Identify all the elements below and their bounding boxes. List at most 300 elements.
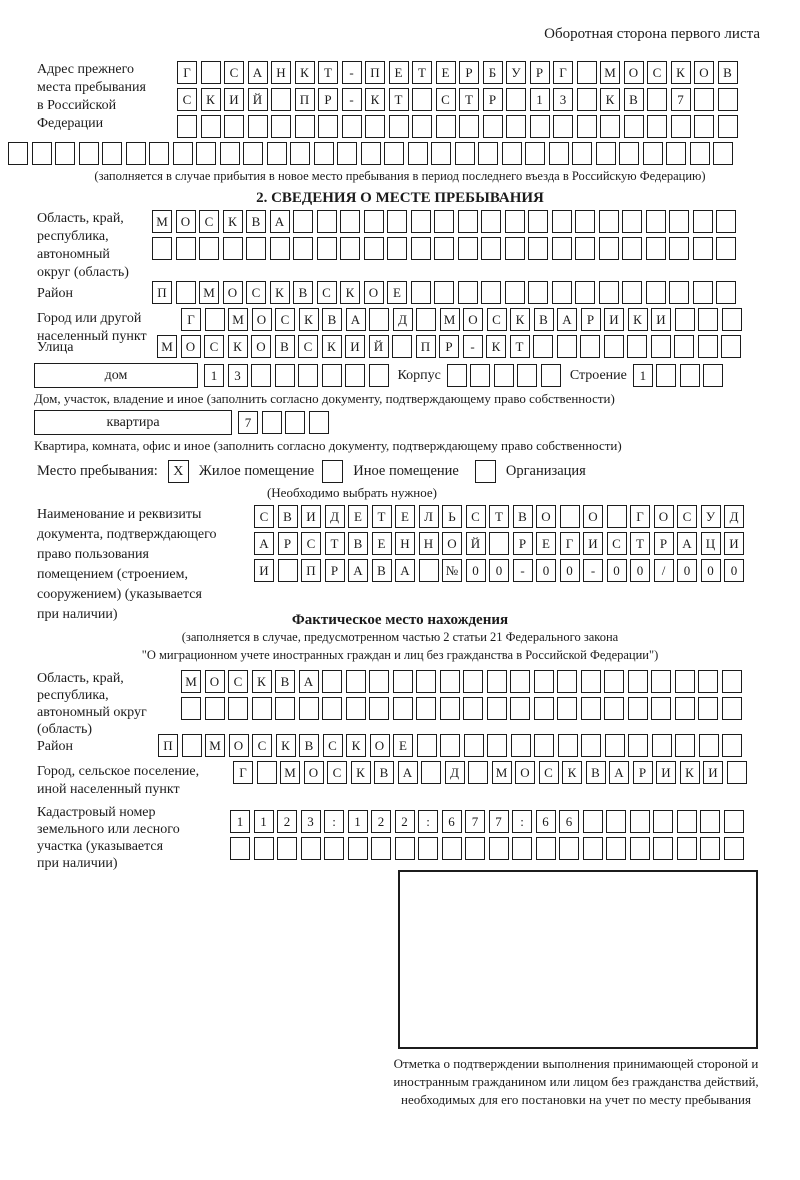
char-cell-filled[interactable]: М xyxy=(600,61,620,84)
char-cell-filled[interactable]: 0 xyxy=(536,559,556,582)
char-cell-filled[interactable]: С xyxy=(323,734,343,757)
char-cell-empty[interactable] xyxy=(257,761,277,784)
char-cell-empty[interactable] xyxy=(251,364,271,387)
char-cell-filled[interactable]: Г xyxy=(553,61,573,84)
char-cell-filled[interactable]: М xyxy=(492,761,512,784)
char-cell-filled[interactable]: М xyxy=(157,335,177,358)
char-cell-filled[interactable]: 0 xyxy=(489,559,509,582)
char-cell-empty[interactable] xyxy=(653,837,673,860)
char-cell-empty[interactable] xyxy=(418,837,438,860)
char-cell-empty[interactable] xyxy=(580,335,600,358)
char-cell-filled[interactable]: Н xyxy=(271,61,291,84)
char-cell-filled[interactable]: 3 xyxy=(553,88,573,111)
char-cell-filled[interactable]: М xyxy=(440,308,460,331)
char-cell-empty[interactable] xyxy=(693,281,713,304)
char-cell-empty[interactable] xyxy=(32,142,52,165)
char-cell-filled[interactable]: О xyxy=(252,308,272,331)
char-cell-empty[interactable] xyxy=(530,115,550,138)
char-cell-filled[interactable]: У xyxy=(506,61,526,84)
char-cell-empty[interactable] xyxy=(369,308,389,331)
char-cell-empty[interactable] xyxy=(651,670,671,693)
char-cell-filled[interactable]: 0 xyxy=(630,559,650,582)
char-cell-filled[interactable]: А xyxy=(348,559,368,582)
char-cell-empty[interactable] xyxy=(724,837,744,860)
char-cell-empty[interactable] xyxy=(392,335,412,358)
char-cell-filled[interactable]: И xyxy=(345,335,365,358)
char-cell-empty[interactable] xyxy=(604,670,624,693)
char-cell-filled[interactable]: Т xyxy=(318,61,338,84)
char-cell-empty[interactable] xyxy=(431,142,451,165)
char-cell-empty[interactable] xyxy=(577,88,597,111)
char-cell-filled[interactable]: М xyxy=(205,734,225,757)
char-cell-empty[interactable] xyxy=(622,210,642,233)
char-cell-filled[interactable]: Г xyxy=(177,61,197,84)
char-cell-filled[interactable]: В xyxy=(718,61,738,84)
char-cell-filled[interactable]: И xyxy=(703,761,723,784)
char-cell-filled[interactable]: В xyxy=(299,734,319,757)
char-cell-empty[interactable] xyxy=(722,308,742,331)
char-cell-empty[interactable] xyxy=(324,837,344,860)
char-cell-filled[interactable]: Р xyxy=(513,532,533,555)
char-cell-empty[interactable] xyxy=(675,734,695,757)
char-cell-empty[interactable] xyxy=(487,697,507,720)
char-cell-filled[interactable]: Ь xyxy=(442,505,462,528)
char-cell-empty[interactable] xyxy=(309,411,329,434)
char-cell-empty[interactable] xyxy=(646,281,666,304)
char-cell-filled[interactable]: Т xyxy=(510,335,530,358)
char-cell-empty[interactable] xyxy=(505,210,525,233)
char-cell-empty[interactable] xyxy=(716,237,736,260)
char-cell-filled[interactable]: С xyxy=(607,532,627,555)
char-cell-empty[interactable] xyxy=(248,115,268,138)
char-cell-filled[interactable]: Р xyxy=(633,761,653,784)
char-cell-filled[interactable]: Р xyxy=(439,335,459,358)
char-cell-filled[interactable]: О xyxy=(176,210,196,233)
char-cell-empty[interactable] xyxy=(290,142,310,165)
char-cell-filled[interactable]: К xyxy=(252,670,272,693)
char-cell-filled[interactable]: К xyxy=(351,761,371,784)
char-cell-empty[interactable] xyxy=(416,308,436,331)
char-cell-empty[interactable] xyxy=(653,810,673,833)
char-cell-empty[interactable] xyxy=(510,670,530,693)
char-cell-filled[interactable]: К xyxy=(346,734,366,757)
char-cell-filled[interactable]: В xyxy=(513,505,533,528)
char-cell-empty[interactable] xyxy=(669,210,689,233)
char-cell-empty[interactable] xyxy=(606,810,626,833)
char-cell-filled[interactable]: К xyxy=(562,761,582,784)
char-cell-filled[interactable]: О xyxy=(694,61,714,84)
char-cell-empty[interactable] xyxy=(698,697,718,720)
char-cell-filled[interactable]: А xyxy=(677,532,697,555)
char-cell-filled[interactable]: М xyxy=(181,670,201,693)
char-cell-filled[interactable]: В xyxy=(534,308,554,331)
char-cell-empty[interactable] xyxy=(698,670,718,693)
char-cell-empty[interactable] xyxy=(693,237,713,260)
char-cell-empty[interactable] xyxy=(369,670,389,693)
char-cell-filled[interactable]: С xyxy=(647,61,667,84)
char-cell-empty[interactable] xyxy=(533,335,553,358)
char-cell-filled[interactable]: Т xyxy=(489,505,509,528)
char-cell-filled[interactable]: С xyxy=(327,761,347,784)
char-cell-filled[interactable]: П xyxy=(158,734,178,757)
char-cell-empty[interactable] xyxy=(703,364,723,387)
char-cell-empty[interactable] xyxy=(581,734,601,757)
char-cell-empty[interactable] xyxy=(699,734,719,757)
char-cell-empty[interactable] xyxy=(713,142,733,165)
char-cell-empty[interactable] xyxy=(299,697,319,720)
char-cell-empty[interactable] xyxy=(176,237,196,260)
char-cell-filled[interactable]: К xyxy=(276,734,296,757)
char-cell-empty[interactable] xyxy=(557,697,577,720)
char-cell-filled[interactable]: - xyxy=(342,61,362,84)
char-cell-filled[interactable]: П xyxy=(416,335,436,358)
char-cell-empty[interactable] xyxy=(541,364,561,387)
char-cell-filled[interactable]: 7 xyxy=(671,88,691,111)
char-cell-filled[interactable]: С xyxy=(204,335,224,358)
char-cell-empty[interactable] xyxy=(364,210,384,233)
char-cell-filled[interactable]: И xyxy=(224,88,244,111)
char-cell-empty[interactable] xyxy=(669,281,689,304)
char-cell-empty[interactable] xyxy=(434,210,454,233)
char-cell-filled[interactable]: М xyxy=(152,210,172,233)
char-cell-filled[interactable]: Д xyxy=(325,505,345,528)
char-cell-empty[interactable] xyxy=(552,210,572,233)
char-cell-empty[interactable] xyxy=(411,210,431,233)
char-cell-filled[interactable]: О xyxy=(515,761,535,784)
char-cell-empty[interactable] xyxy=(528,237,548,260)
char-cell-empty[interactable] xyxy=(468,761,488,784)
char-cell-empty[interactable] xyxy=(440,670,460,693)
char-cell-filled[interactable]: И xyxy=(583,532,603,555)
char-cell-filled[interactable]: 1 xyxy=(230,810,250,833)
char-cell-empty[interactable] xyxy=(440,734,460,757)
char-cell-filled[interactable]: Д xyxy=(445,761,465,784)
char-cell-filled[interactable]: Г xyxy=(560,532,580,555)
char-cell-filled[interactable]: В xyxy=(322,308,342,331)
char-cell-empty[interactable] xyxy=(434,237,454,260)
char-cell-filled[interactable]: Е xyxy=(348,505,368,528)
char-cell-filled[interactable]: 0 xyxy=(560,559,580,582)
char-cell-empty[interactable] xyxy=(604,697,624,720)
char-cell-empty[interactable] xyxy=(317,210,337,233)
char-cell-filled[interactable]: Р xyxy=(325,559,345,582)
char-cell-filled[interactable]: - xyxy=(463,335,483,358)
char-cell-empty[interactable] xyxy=(596,142,616,165)
char-cell-empty[interactable] xyxy=(267,142,287,165)
char-cell-filled[interactable]: О xyxy=(654,505,674,528)
char-cell-empty[interactable] xyxy=(387,237,407,260)
char-cell-empty[interactable] xyxy=(318,115,338,138)
char-cell-empty[interactable] xyxy=(553,115,573,138)
char-cell-empty[interactable] xyxy=(651,335,671,358)
char-cell-empty[interactable] xyxy=(243,142,263,165)
char-cell-empty[interactable] xyxy=(384,142,404,165)
char-cell-empty[interactable] xyxy=(411,237,431,260)
char-cell-empty[interactable] xyxy=(575,210,595,233)
char-cell-filled[interactable]: 0 xyxy=(607,559,627,582)
char-cell-filled[interactable]: № xyxy=(442,559,462,582)
char-cell-empty[interactable] xyxy=(680,364,700,387)
checkbox-zhiloe-pomeshenie[interactable]: X xyxy=(168,460,189,483)
char-cell-filled[interactable]: Р xyxy=(483,88,503,111)
char-cell-empty[interactable] xyxy=(511,734,531,757)
char-cell-empty[interactable] xyxy=(314,142,334,165)
char-cell-filled[interactable]: Т xyxy=(389,88,409,111)
char-cell-filled[interactable]: В xyxy=(275,670,295,693)
char-cell-filled[interactable]: : xyxy=(324,810,344,833)
char-cell-empty[interactable] xyxy=(619,142,639,165)
char-cell-empty[interactable] xyxy=(201,61,221,84)
char-cell-filled[interactable]: 0 xyxy=(466,559,486,582)
char-cell-filled[interactable]: И xyxy=(651,308,671,331)
char-cell-empty[interactable] xyxy=(369,697,389,720)
char-cell-empty[interactable] xyxy=(694,88,714,111)
char-cell-empty[interactable] xyxy=(254,837,274,860)
char-cell-filled[interactable]: О xyxy=(624,61,644,84)
char-cell-empty[interactable] xyxy=(464,734,484,757)
char-cell-filled[interactable]: В xyxy=(293,281,313,304)
char-cell-filled[interactable]: А xyxy=(254,532,274,555)
char-cell-empty[interactable] xyxy=(458,237,478,260)
checkbox-inoe-pomeshenie[interactable] xyxy=(322,460,343,483)
char-cell-empty[interactable] xyxy=(630,810,650,833)
char-cell-filled[interactable]: А xyxy=(609,761,629,784)
char-cell-filled[interactable]: : xyxy=(512,810,532,833)
char-cell-filled[interactable]: Т xyxy=(325,532,345,555)
char-cell-empty[interactable] xyxy=(525,142,545,165)
char-cell-filled[interactable]: В xyxy=(246,210,266,233)
char-cell-empty[interactable] xyxy=(481,281,501,304)
char-cell-filled[interactable]: Д xyxy=(393,308,413,331)
char-cell-filled[interactable]: О xyxy=(364,281,384,304)
char-cell-empty[interactable] xyxy=(346,670,366,693)
char-cell-empty[interactable] xyxy=(277,837,297,860)
char-cell-empty[interactable] xyxy=(512,837,532,860)
char-cell-filled[interactable]: С xyxy=(466,505,486,528)
char-cell-filled[interactable]: 1 xyxy=(530,88,550,111)
char-cell-empty[interactable] xyxy=(322,697,342,720)
char-cell-filled[interactable]: С xyxy=(677,505,697,528)
char-cell-empty[interactable] xyxy=(502,142,522,165)
char-cell-empty[interactable] xyxy=(575,281,595,304)
char-cell-filled[interactable]: Р xyxy=(581,308,601,331)
char-cell-empty[interactable] xyxy=(322,364,342,387)
char-cell-empty[interactable] xyxy=(371,837,391,860)
char-cell-filled[interactable]: Е xyxy=(395,505,415,528)
char-cell-filled[interactable]: К xyxy=(486,335,506,358)
char-cell-empty[interactable] xyxy=(557,670,577,693)
char-cell-empty[interactable] xyxy=(721,335,741,358)
char-cell-empty[interactable] xyxy=(575,237,595,260)
char-cell-filled[interactable]: Р xyxy=(654,532,674,555)
char-cell-empty[interactable] xyxy=(700,837,720,860)
char-cell-filled[interactable]: Т xyxy=(459,88,479,111)
char-cell-empty[interactable] xyxy=(365,115,385,138)
char-cell-empty[interactable] xyxy=(8,142,28,165)
char-cell-empty[interactable] xyxy=(505,281,525,304)
char-cell-empty[interactable] xyxy=(458,210,478,233)
char-cell-empty[interactable] xyxy=(196,142,216,165)
char-cell-filled[interactable]: В xyxy=(374,761,394,784)
char-cell-filled[interactable]: В xyxy=(275,335,295,358)
char-cell-filled[interactable]: О xyxy=(583,505,603,528)
char-cell-empty[interactable] xyxy=(628,697,648,720)
char-cell-filled[interactable]: В xyxy=(586,761,606,784)
char-cell-filled[interactable]: С xyxy=(199,210,219,233)
char-cell-filled[interactable]: О xyxy=(223,281,243,304)
char-cell-filled[interactable]: 0 xyxy=(701,559,721,582)
char-cell-filled[interactable]: 7 xyxy=(489,810,509,833)
char-cell-empty[interactable] xyxy=(369,364,389,387)
char-cell-empty[interactable] xyxy=(489,532,509,555)
char-cell-filled[interactable]: О xyxy=(229,734,249,757)
char-cell-empty[interactable] xyxy=(606,837,626,860)
char-cell-filled[interactable]: 1 xyxy=(204,364,224,387)
char-cell-filled[interactable]: С xyxy=(487,308,507,331)
char-cell-empty[interactable] xyxy=(436,115,456,138)
char-cell-empty[interactable] xyxy=(651,697,671,720)
char-cell-filled[interactable]: В xyxy=(372,559,392,582)
char-cell-empty[interactable] xyxy=(534,734,554,757)
char-cell-filled[interactable]: С xyxy=(317,281,337,304)
char-cell-empty[interactable] xyxy=(627,335,647,358)
checkbox-organizatsiya[interactable] xyxy=(475,460,496,483)
char-cell-empty[interactable] xyxy=(199,237,219,260)
char-cell-empty[interactable] xyxy=(698,335,718,358)
char-cell-empty[interactable] xyxy=(176,281,196,304)
char-cell-filled[interactable]: 1 xyxy=(254,810,274,833)
char-cell-filled[interactable]: П xyxy=(365,61,385,84)
char-cell-filled[interactable]: Т xyxy=(630,532,650,555)
char-cell-filled[interactable]: С xyxy=(275,308,295,331)
char-cell-filled[interactable]: О xyxy=(442,532,462,555)
char-cell-empty[interactable] xyxy=(345,364,365,387)
char-cell-empty[interactable] xyxy=(262,411,282,434)
char-cell-filled[interactable]: Т xyxy=(412,61,432,84)
char-cell-empty[interactable] xyxy=(552,281,572,304)
char-cell-empty[interactable] xyxy=(201,115,221,138)
char-cell-empty[interactable] xyxy=(483,115,503,138)
char-cell-empty[interactable] xyxy=(434,281,454,304)
char-cell-filled[interactable]: К xyxy=(365,88,385,111)
char-cell-empty[interactable] xyxy=(722,697,742,720)
char-cell-filled[interactable]: Й xyxy=(466,532,486,555)
char-cell-filled[interactable]: Е xyxy=(372,532,392,555)
char-cell-empty[interactable] xyxy=(690,142,710,165)
char-cell-empty[interactable] xyxy=(182,734,202,757)
char-cell-empty[interactable] xyxy=(599,210,619,233)
char-cell-empty[interactable] xyxy=(340,210,360,233)
char-cell-empty[interactable] xyxy=(205,308,225,331)
char-cell-filled[interactable]: Т xyxy=(372,505,392,528)
char-cell-filled[interactable]: 3 xyxy=(301,810,321,833)
char-cell-empty[interactable] xyxy=(718,115,738,138)
char-cell-empty[interactable] xyxy=(630,837,650,860)
char-cell-empty[interactable] xyxy=(549,142,569,165)
char-cell-empty[interactable] xyxy=(447,364,467,387)
char-cell-empty[interactable] xyxy=(393,697,413,720)
char-cell-empty[interactable] xyxy=(459,115,479,138)
char-cell-empty[interactable] xyxy=(346,697,366,720)
char-cell-empty[interactable] xyxy=(643,142,663,165)
char-cell-filled[interactable]: А xyxy=(270,210,290,233)
char-cell-filled[interactable]: К xyxy=(510,308,530,331)
char-cell-filled[interactable]: В xyxy=(278,505,298,528)
char-cell-filled[interactable]: О xyxy=(304,761,324,784)
char-cell-filled[interactable]: С xyxy=(224,61,244,84)
char-cell-empty[interactable] xyxy=(628,670,648,693)
char-cell-empty[interactable] xyxy=(552,237,572,260)
char-cell-empty[interactable] xyxy=(412,115,432,138)
char-cell-empty[interactable] xyxy=(361,142,381,165)
char-cell-filled[interactable]: Е xyxy=(389,61,409,84)
char-cell-empty[interactable] xyxy=(675,697,695,720)
char-cell-filled[interactable]: К xyxy=(322,335,342,358)
char-cell-empty[interactable] xyxy=(487,670,507,693)
char-cell-empty[interactable] xyxy=(700,810,720,833)
char-cell-empty[interactable] xyxy=(455,142,475,165)
char-cell-empty[interactable] xyxy=(536,837,556,860)
char-cell-empty[interactable] xyxy=(494,364,514,387)
char-cell-empty[interactable] xyxy=(489,837,509,860)
char-cell-filled[interactable]: А xyxy=(557,308,577,331)
char-cell-empty[interactable] xyxy=(102,142,122,165)
char-cell-empty[interactable] xyxy=(220,142,240,165)
char-cell-empty[interactable] xyxy=(177,115,197,138)
char-cell-filled[interactable]: П xyxy=(295,88,315,111)
char-cell-filled[interactable]: О xyxy=(251,335,271,358)
char-cell-filled[interactable]: О xyxy=(536,505,556,528)
char-cell-empty[interactable] xyxy=(557,335,577,358)
char-cell-empty[interactable] xyxy=(622,281,642,304)
char-cell-empty[interactable] xyxy=(295,115,315,138)
char-cell-filled[interactable]: К xyxy=(600,88,620,111)
char-cell-filled[interactable]: С xyxy=(539,761,559,784)
char-cell-filled[interactable]: К xyxy=(201,88,221,111)
char-cell-filled[interactable]: 7 xyxy=(465,810,485,833)
char-cell-empty[interactable] xyxy=(228,697,248,720)
char-cell-empty[interactable] xyxy=(718,88,738,111)
char-cell-empty[interactable] xyxy=(677,810,697,833)
char-cell-filled[interactable]: Р xyxy=(278,532,298,555)
char-cell-empty[interactable] xyxy=(395,837,415,860)
char-cell-empty[interactable] xyxy=(622,237,642,260)
char-cell-empty[interactable] xyxy=(572,142,592,165)
char-cell-filled[interactable]: Е xyxy=(536,532,556,555)
char-cell-empty[interactable] xyxy=(652,734,672,757)
char-cell-empty[interactable] xyxy=(628,734,648,757)
char-cell-filled[interactable]: В xyxy=(624,88,644,111)
char-cell-empty[interactable] xyxy=(387,210,407,233)
char-cell-empty[interactable] xyxy=(293,237,313,260)
char-cell-empty[interactable] xyxy=(417,734,437,757)
char-cell-empty[interactable] xyxy=(223,237,243,260)
char-cell-filled[interactable]: Р xyxy=(530,61,550,84)
char-cell-filled[interactable]: И xyxy=(254,559,274,582)
char-cell-filled[interactable]: К xyxy=(299,308,319,331)
char-cell-filled[interactable]: К xyxy=(228,335,248,358)
char-cell-empty[interactable] xyxy=(224,115,244,138)
char-cell-empty[interactable] xyxy=(463,670,483,693)
char-cell-empty[interactable] xyxy=(470,364,490,387)
char-cell-empty[interactable] xyxy=(577,61,597,84)
char-cell-filled[interactable]: 3 xyxy=(228,364,248,387)
char-cell-filled[interactable]: С xyxy=(436,88,456,111)
char-cell-empty[interactable] xyxy=(389,115,409,138)
char-cell-empty[interactable] xyxy=(416,670,436,693)
char-cell-filled[interactable]: - xyxy=(513,559,533,582)
char-cell-filled[interactable]: - xyxy=(583,559,603,582)
